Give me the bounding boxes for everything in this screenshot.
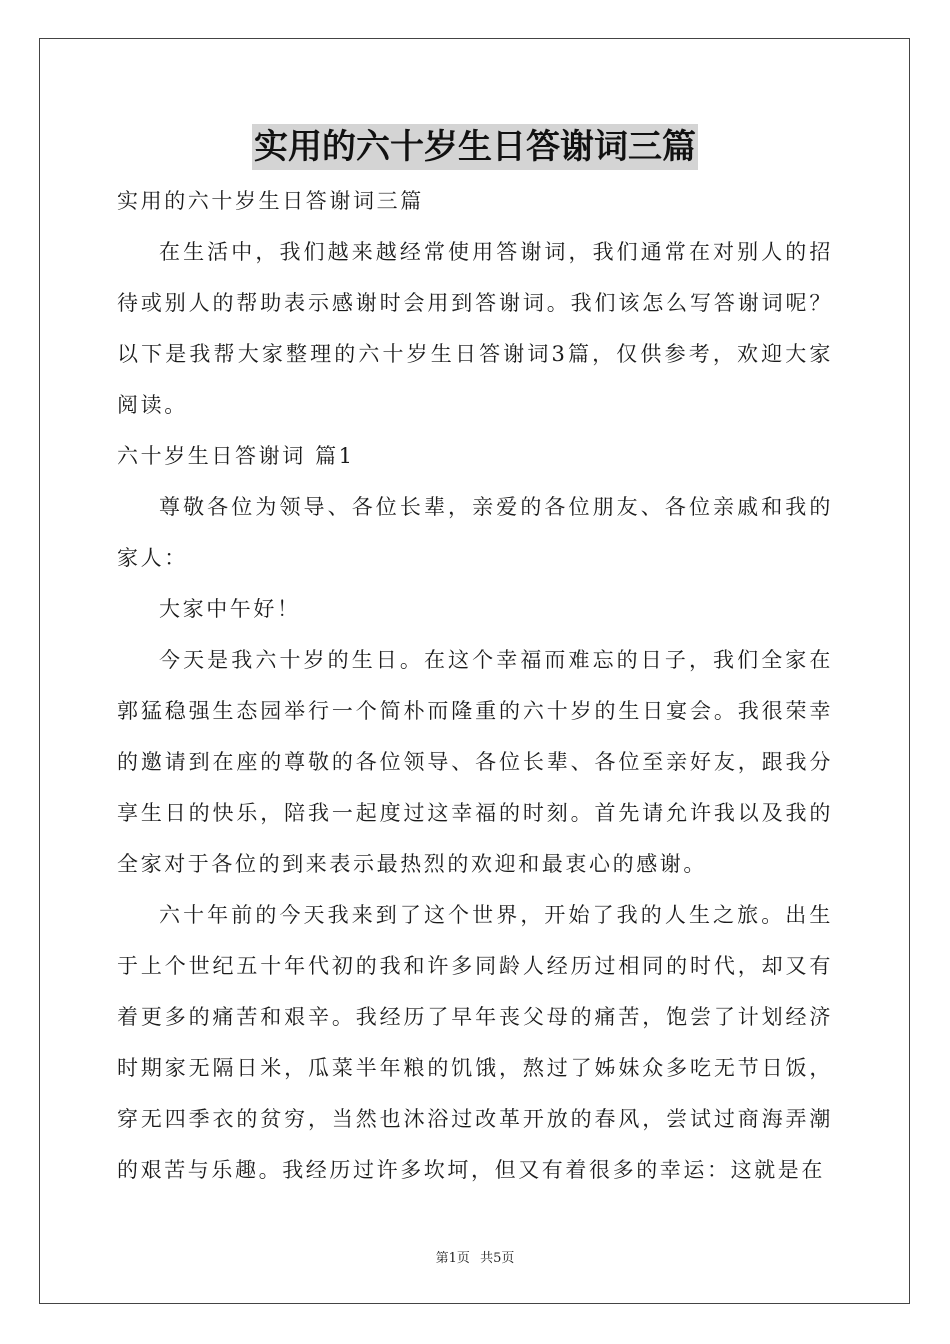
page-number: 第1页 bbox=[435, 1251, 470, 1266]
document-body bbox=[117, 176, 833, 1196]
paragraph-salutation: 尊敬各位为领导、各位长辈，亲爱的各位朋友、各位亲戚和我的家人： bbox=[117, 495, 833, 570]
paragraph-life-story: 六十年前的今天我来到了这个世界，开始了我的人生之旅。出生于上个世纪五十年代初的我和许多同龄人经历过相同的时代，却又有着更多的痛苦和艰辛。我经历了早年丧父母的痛苦，饱尝了计划经济时期家无隔日米，瓜菜半年粮的饥饿，熬过了姊妹众多吃无节日饭，穿无四季衣的贫穷，当然也沐浴过改革开放的春风，尝试过商海弄潮的艰苦与乐趣。我经历过许多坎坷，但又有着很多的幸运：这就是在 bbox=[117, 903, 833, 1182]
paragraph-birthday: 今天是我六十岁的生日。在这个幸福而难忘的日子，我们全家在郭猛稳强生态园举行一个简朴而隆重的六十岁的生日宴会。我很荣幸的邀请到在座的尊敬的各位领导、各位长辈、各位至亲好友，跟我分享生日的快乐，陪我一起度过这幸福的时刻。首先请允许我以及我的全家对于各位的到来表示最热烈的欢迎和最衷心的感谢。 bbox=[117, 648, 833, 876]
section-heading: 六十岁生日答谢词 篇1 bbox=[117, 444, 355, 468]
page-total: 共5页 bbox=[480, 1251, 515, 1266]
document-title: 实用的六十岁生日答谢词三篇 bbox=[252, 124, 698, 170]
page-footer bbox=[0, 1247, 950, 1266]
paragraph-intro: 在生活中，我们越来越经常使用答谢词，我们通常在对别人的招待或别人的帮助表示感谢时会用到答谢词。我们该怎么写答谢词呢？以下是我帮大家整理的六十岁生日答谢词3篇，仅供参考，欢迎大家阅读。 bbox=[117, 240, 833, 417]
paragraph-greeting: 大家中午好！ bbox=[159, 597, 301, 621]
title-wrap bbox=[0, 124, 950, 170]
subtitle: 实用的六十岁生日答谢词三篇 bbox=[117, 189, 424, 213]
